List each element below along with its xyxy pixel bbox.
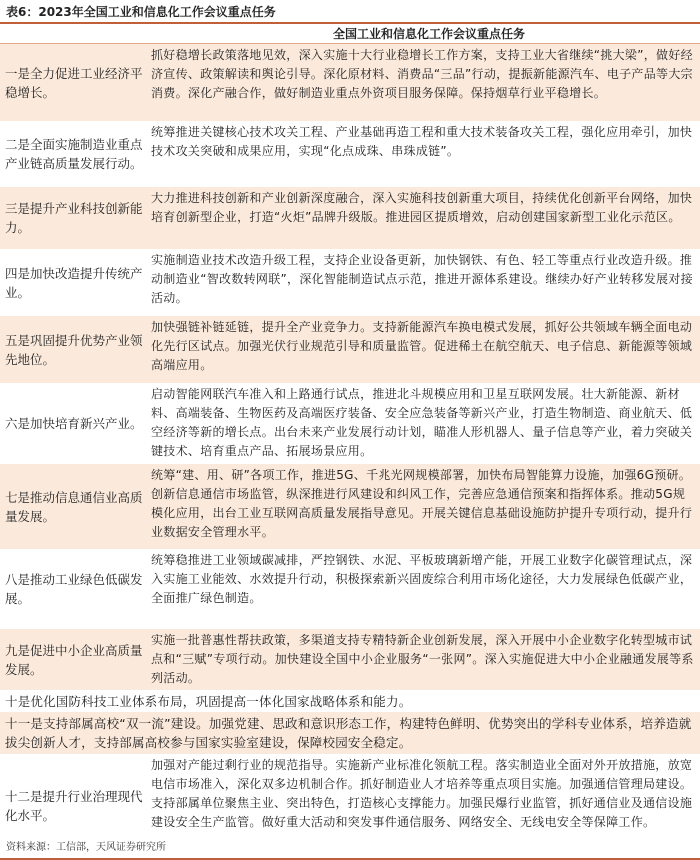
table-row: [0, 690, 700, 712]
table-row: [0, 316, 700, 383]
table-row: [0, 121, 700, 187]
task-cell: 四是加快改造提升传统产业。: [5, 265, 143, 300]
task-cell-full: 十是优化国防科技工业体系布局，巩固提高一体化国家战略体系和能力。: [5, 693, 412, 709]
table-title: 表6：2023年全国工业和信息化工作会议重点任务: [6, 5, 276, 19]
task-cell: 七是推动信息通信业高质量发展。: [5, 489, 143, 524]
table-row: [0, 44, 700, 121]
task-cell-full: 十一是支持部属高校“双一流”建设。加强党建、思政和意识形态工作，构建特色鲜明、优势突出的学科专业体系，培养造就拔尖创新人才，支持部属高校参与国家实验室建设，保障校园安全稳定。: [5, 716, 692, 750]
task-cell: 八是推动工业绿色低碳发展。: [5, 572, 143, 606]
table-row: [0, 629, 700, 690]
table-row: [0, 383, 700, 464]
task-cell: 五是巩固提升优势产业领先地位。: [5, 332, 143, 367]
detail-cell: 统筹稳推进工业领域碳减排，严控钢铁、水泥、平板玻璃新增产能，开展工业数字化碳管理试点，深入实施工业能效、水效提升行动，积极探索新兴固废综合利用市场化途径，大力发展绿色低碳产业，全面推广绿色制造。: [151, 553, 693, 605]
detail-cell: 抓好稳增长政策落地见效，深入实施十大行业稳增长工作方案，支持工业大省继续“挑大梁”，做好经济宣传、政策解读和舆论引导。深化原材料、消费品“三品”行动，提振新能源汽车、电子产品等大宗消费。深化产融合作，做好制造业重点外资项目服务保障。保持烟草行业平稳增长。: [151, 48, 693, 100]
detail-cell: 加强对产能过剩行业的规范指导。实施新产业标准化领航工程。落实制造业全面对外开放措施，放宽电信市场准入，深化双多边机制合作。抓好制造业人才培养等重点项目实施。加强通信管理局建设。支持部属单位聚焦主业、突出特色，打造核心支撑能力。加强民爆行业监管，抓好通信业及通信设施建设安全生产监管。做好重大活动和突发事件通信服务、网络安全、无线电安全等保障工作。: [151, 758, 693, 829]
task-cell: 六是加快培育新兴产业。: [5, 416, 143, 431]
task-cell: 十二是提升行业治理现代化水平。: [5, 789, 143, 823]
task-cell: 一是全力促进工业经济平稳增长。: [5, 65, 143, 100]
detail-cell: 统筹推进关键核心技术攻关工程、产业基础再造工程和重大技术装备攻关工程，强化应用牵引，加快技术攻关突破和成果应用，实现“化点成珠、串珠成链”。: [151, 125, 693, 158]
table-row: [0, 712, 700, 754]
detail-cell: 加快强链补链延链，提升全产业竞争力。支持新能源汽车换电模式发展，抓好公共领域车辆全面电动化先行区试点。加强光伏行业规范引导和质量监管。促进稀土在航空航天、电子信息、新能源等领域高端应用。: [151, 320, 693, 372]
header-label: 全国工业和信息化工作会议重点任务: [332, 27, 525, 41]
task-cell: 二是全面实施制造业重点产业链高质量发展行动。: [5, 137, 143, 171]
task-cell: 三是提升产业科技创新能力。: [5, 201, 143, 235]
table-row: [0, 549, 700, 629]
detail-cell: 统筹“建、用、研”各项工作，推进5G、千兆光网规模部署，加快布局智能算力设施，加强6G预研。创新信息通信市场监管，纵深推进行风建设和纠风工作，完善应急通信预案和指挥体系。推动5G规模化应用，出台工业互联网高质量发展指导意见。开展关键信息基础设施防护提升专项行动，提升行业数据安全管理水平。: [151, 468, 693, 539]
task-cell: 九是促进中小企业高质量发展。: [5, 642, 143, 677]
tasks-table: [0, 22, 700, 860]
table-header: [0, 24, 700, 44]
detail-cell: 实施制造业技术改造升级工程，支持企业设备更新，加快钢铁、有色、轻工等重点行业改造升级。推动制造业“智改数转网联”，深化智能制造试点示范，推进开源体系建设。继续办好产业转移发展对接活动。: [151, 253, 693, 305]
table-row: [0, 464, 700, 549]
source-note: 资料来源：工信部，天风证券研究所: [6, 842, 166, 853]
detail-cell: 启动智能网联汽车准入和上路通行试点，推进北斗规模应用和卫星互联网发展。壮大新能源、新材料、高端装备、生物医药及高端医疗装备、安全应急装备等新兴产业，打造生物制造、商业航天、低空经济等新的增长点。出台未来产业发展行动计划，瞄准人形机器人、量子信息等产业，着力突破关键技术、培育重点产品、拓展场景应用。: [151, 387, 693, 458]
detail-cell: 实施一批普惠性帮扶政策，多渠道支持专精特新企业创新发展，深入开展中小企业数字化转型城市试点和“三赋”专项行动。加快建设全国中小企业服务“一张网”。深入实施促进大中小企业融通发展等系列活动。: [151, 633, 694, 685]
table-row: [0, 187, 700, 249]
table-row: [0, 249, 700, 316]
detail-cell: 大力推进科技创新和产业创新深度融合，深入实施科技创新重大项目，持续优化创新平台网络，加快培育创新型企业，打造“火炬”品牌升级版。推进园区提质增效，启动创建国家新型工业化示范区。: [151, 191, 693, 224]
